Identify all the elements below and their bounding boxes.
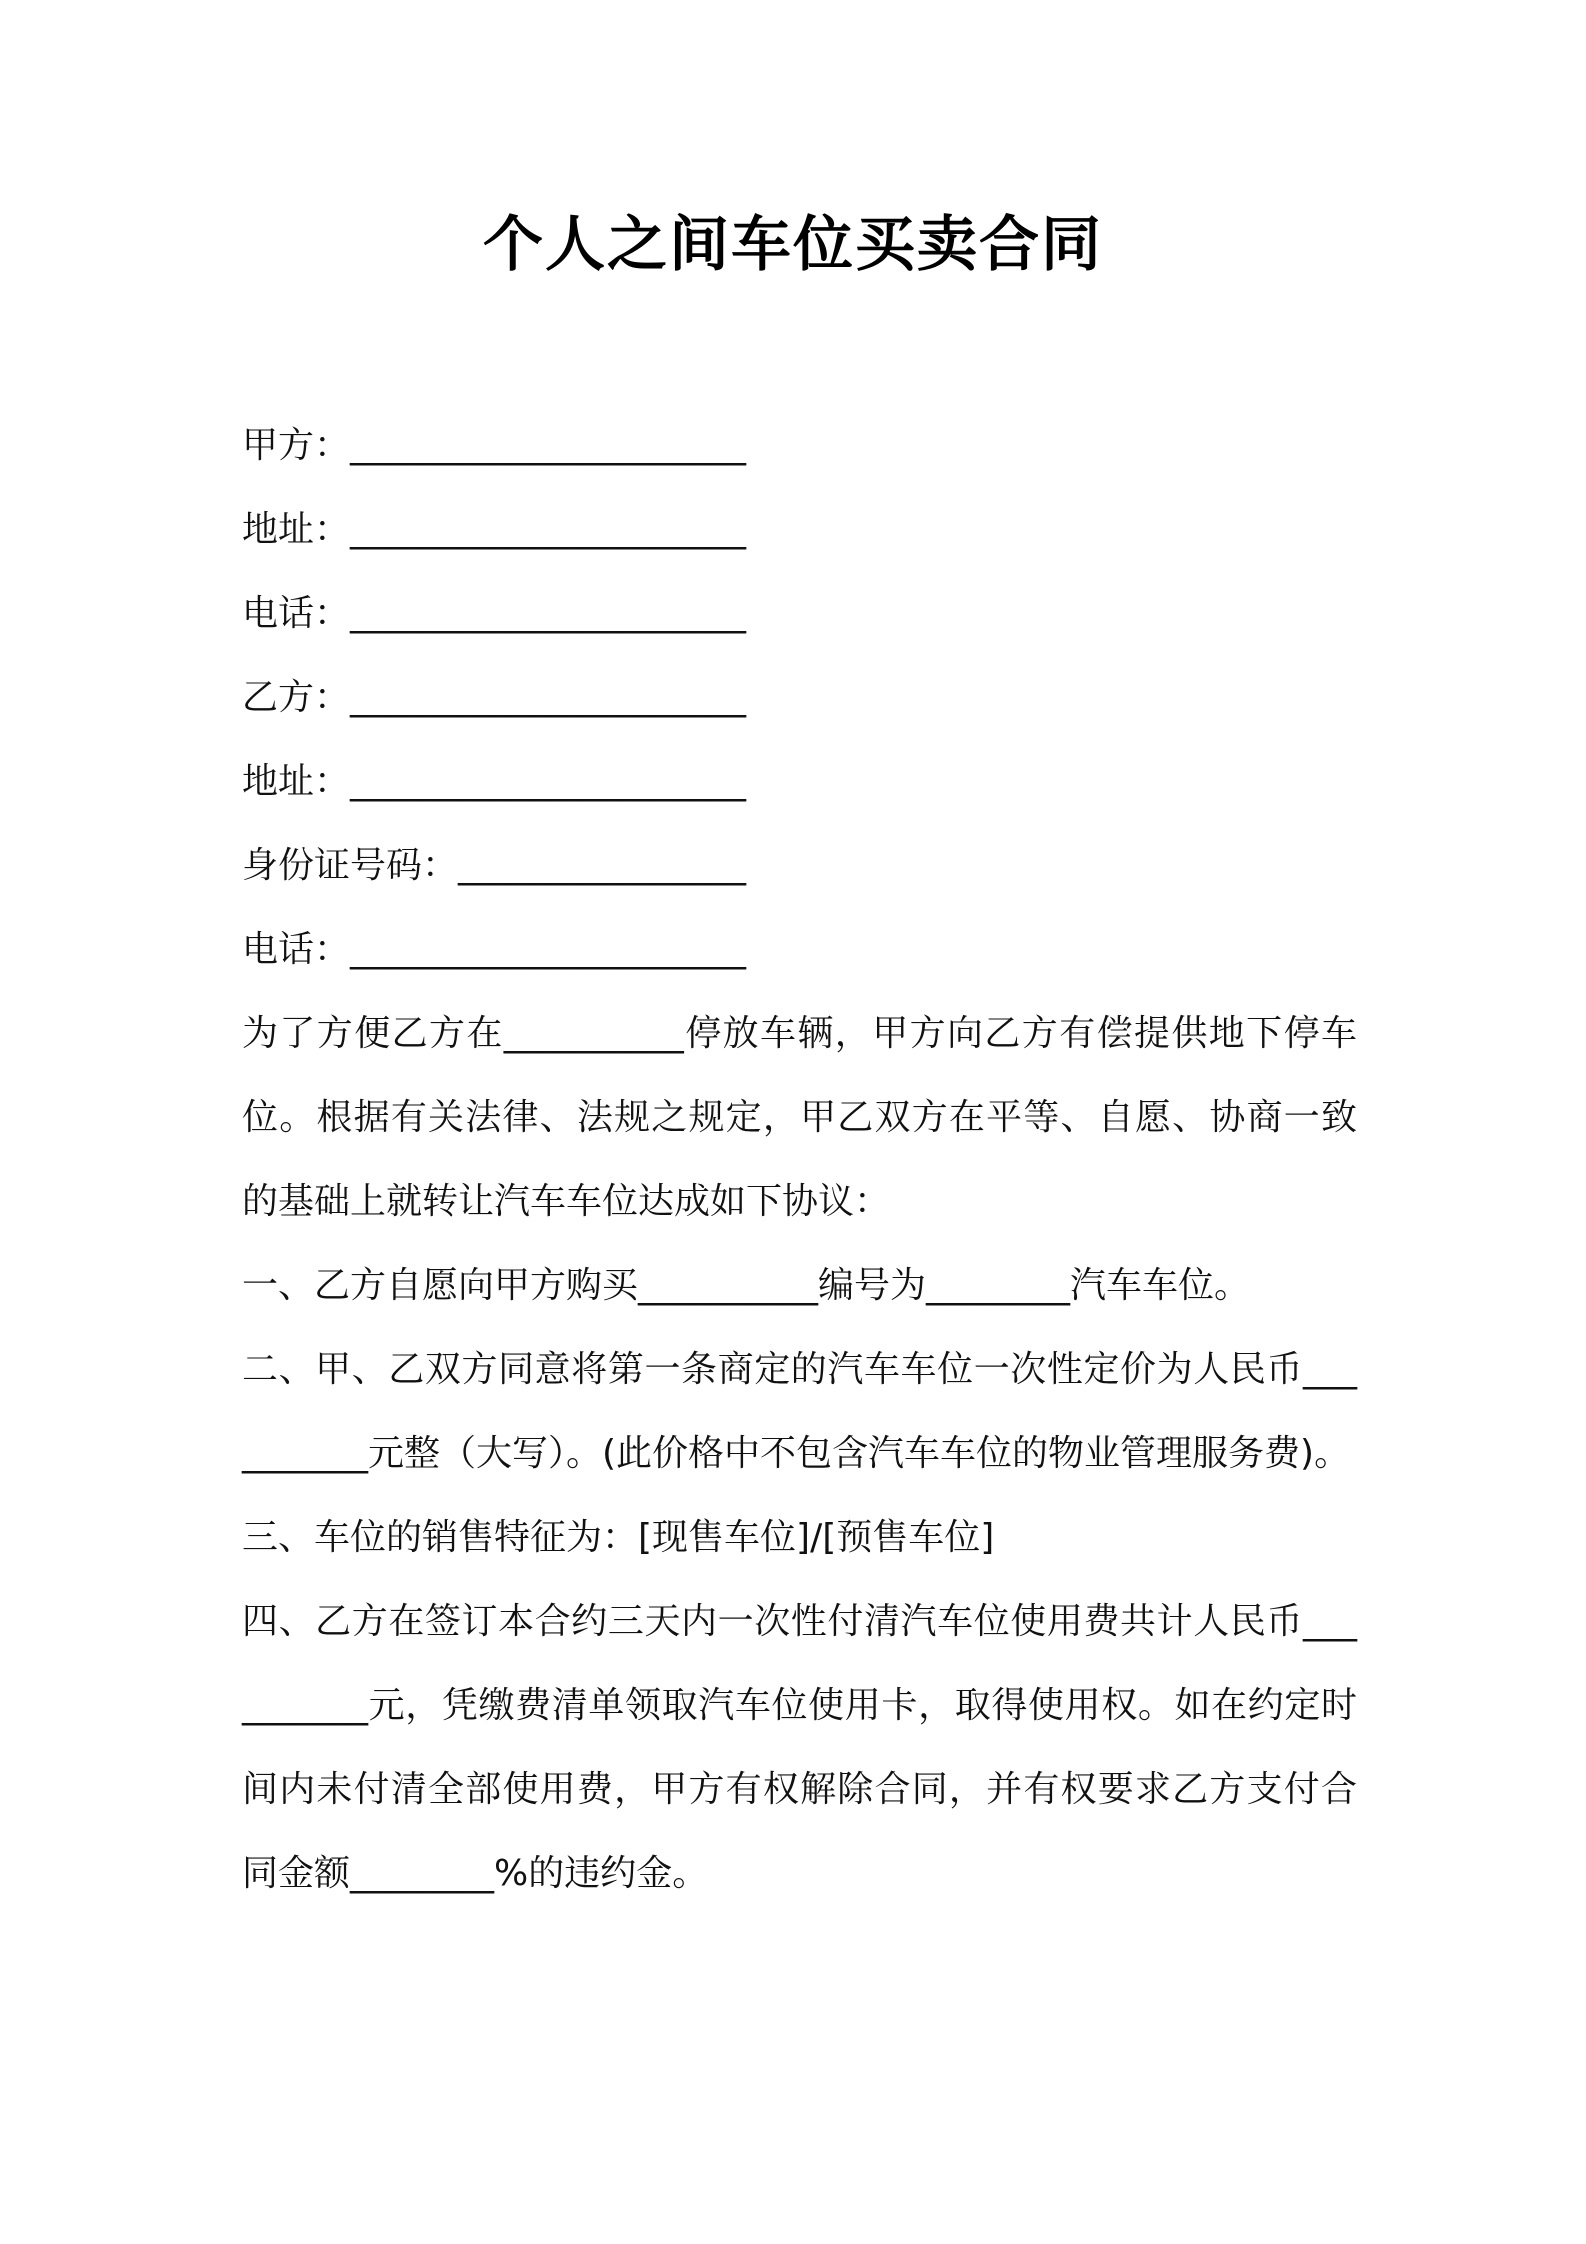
preamble-paragraph: 为了方便乙方在__________停放车辆，甲方向乙方有偿提供地下停车位。根据有关法律、法规之规定，甲乙双方在平等、自愿、协商一致的基础上就转让汽车车位达成如下协议： <box>242 1013 1357 1222</box>
contract-body <box>242 404 1357 1916</box>
party-a-address-field: 地址：______________________ <box>242 509 747 550</box>
party-a-name-field: 甲方：______________________ <box>242 425 747 466</box>
clause-1: 一、乙方自愿向甲方购买__________编号为________汽车车位。 <box>242 1265 1251 1306</box>
party-b-id-number-field: 身份证号码：________________ <box>242 845 747 886</box>
clause-4: 四、乙方在签订本合约三天内一次性付清汽车位使用费共计人民币__________元，凭缴费清单领取汽车位使用卡，取得使用权。如在约定时间内未付清全部使用费，甲方有权解除合同，并有权要求乙方支付合同金额________%的违约金。 <box>242 1601 1357 1894</box>
party-b-name-field: 乙方：______________________ <box>242 677 747 718</box>
party-a-phone-field: 电话：______________________ <box>242 593 747 634</box>
clause-2: 二、甲、乙双方同意将第一条商定的汽车车位一次性定价为人民币__________元整（大写）。(此价格中不包含汽车车位的物业管理服务费)。 <box>242 1349 1357 1474</box>
document-title: 个人之间车位买卖合同 <box>483 210 1103 280</box>
party-b-address-field: 地址：______________________ <box>242 761 747 802</box>
party-b-phone-field: 电话：______________________ <box>242 929 747 970</box>
clause-3: 三、车位的销售特征为：[现售车位]/[预售车位] <box>242 1517 995 1558</box>
